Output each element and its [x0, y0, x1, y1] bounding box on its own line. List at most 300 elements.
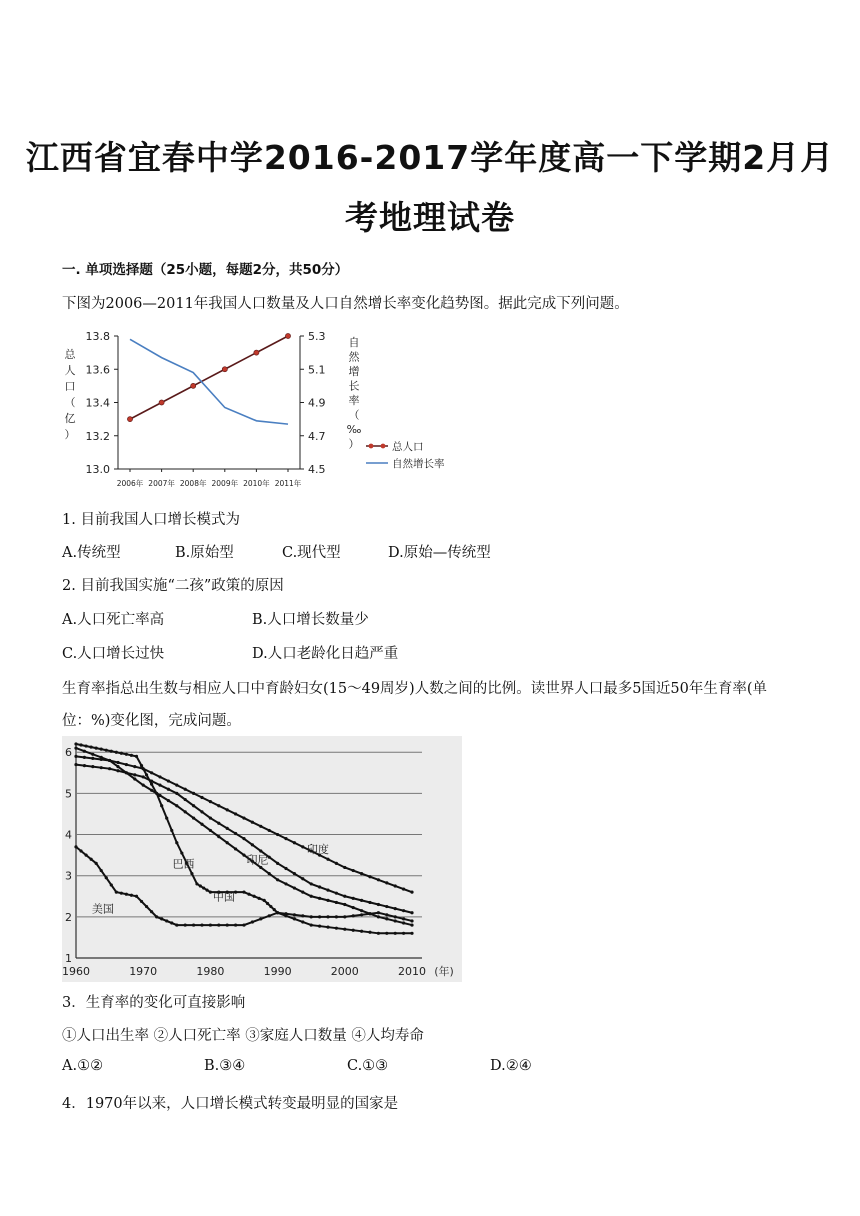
- series-point-印度: [209, 800, 212, 803]
- series-point-美国: [377, 911, 380, 914]
- series-point-美国: [110, 883, 113, 886]
- chart1-legend: [366, 440, 445, 470]
- series-point-印度: [83, 756, 86, 759]
- series-point-印尼: [192, 804, 195, 807]
- series-point-中国: [310, 923, 313, 926]
- series-point-印度: [394, 884, 397, 887]
- series-point-印度: [410, 891, 413, 894]
- series-point-中国: [326, 926, 329, 929]
- series-point-中国: [160, 804, 163, 807]
- question-3-stem: 3．生育率的变化可直接影响: [62, 995, 246, 1011]
- y-tick-label: 6: [65, 746, 72, 760]
- series-point-印尼: [335, 892, 338, 895]
- legend-label-total: 总人口: [392, 441, 424, 453]
- series-point-中国: [263, 899, 266, 902]
- series-point-巴西: [343, 903, 346, 906]
- series-point-印尼: [217, 822, 220, 825]
- series-point-美国: [268, 914, 271, 917]
- series-point-印尼: [360, 899, 363, 902]
- series-point-中国: [79, 743, 82, 746]
- series-point-中国: [195, 882, 198, 885]
- series-point-巴西: [242, 854, 245, 857]
- series-point-美国: [226, 923, 229, 926]
- series-point-印度: [192, 792, 195, 795]
- right-axis-label-char: （: [348, 408, 360, 422]
- series-point-印尼: [301, 877, 304, 880]
- q3-option-c[interactable]: C.①③: [347, 1058, 389, 1074]
- x-tick-label: 1960: [62, 965, 90, 978]
- q2-option-b[interactable]: B.人口增长数量少: [252, 612, 369, 628]
- series-point-印尼: [184, 798, 187, 801]
- series-point-巴西: [402, 921, 405, 924]
- series-point-中国: [247, 893, 250, 896]
- series-point-印尼: [284, 867, 287, 870]
- chart2-series: [74, 742, 413, 935]
- series-line-自然增长率: [130, 339, 288, 424]
- series-point-印度: [251, 821, 254, 824]
- series-point-美国: [394, 915, 397, 918]
- q2-option-c[interactable]: C.人口增长过快: [62, 646, 165, 662]
- series-point-美国: [276, 911, 279, 914]
- series-point-巴西: [108, 759, 111, 762]
- document-title-line2: 考地理试卷: [345, 198, 515, 237]
- series-point-中国: [110, 750, 113, 753]
- series-point-总人口: [285, 333, 290, 338]
- q3-option-a[interactable]: A.①②: [62, 1058, 104, 1074]
- series-point-中国: [252, 895, 255, 898]
- series-point-巴西: [209, 829, 212, 832]
- series-point-美国: [209, 923, 212, 926]
- q1-option-a[interactable]: A.传统型: [62, 545, 121, 561]
- x-tick-label: 2010年: [243, 479, 270, 488]
- series-point-印度: [242, 816, 245, 819]
- legend-label-rate: 自然增长率: [392, 458, 445, 470]
- left-tick-label: 13.2: [85, 429, 110, 443]
- series-point-美国: [165, 919, 168, 922]
- series-point-美国: [84, 854, 87, 857]
- series-point-中国: [266, 902, 269, 905]
- x-unit-label: (年): [434, 965, 454, 978]
- series-point-巴西: [326, 899, 329, 902]
- series-point-中国: [130, 754, 133, 757]
- left-axis-label-char: 总: [64, 348, 76, 361]
- left-tick-label: 13.8: [85, 330, 110, 343]
- series-point-中国: [150, 783, 153, 786]
- series-point-中国: [145, 773, 148, 776]
- y-tick-label: 2: [65, 910, 72, 924]
- series-point-巴西: [200, 823, 203, 826]
- q2-option-d[interactable]: D.人口老龄化日趋严重: [252, 646, 399, 662]
- left-axis-label-char: 口: [64, 380, 76, 393]
- series-point-美国: [284, 912, 287, 915]
- series-point-美国: [293, 913, 296, 916]
- series-point-印尼: [83, 764, 86, 767]
- series-point-巴西: [116, 765, 119, 768]
- series-point-总人口: [191, 383, 196, 388]
- series-point-中国: [105, 749, 108, 752]
- series-point-美国: [115, 891, 118, 894]
- series-point-巴西: [83, 750, 86, 753]
- series-point-印尼: [368, 901, 371, 904]
- series-point-美国: [301, 914, 304, 917]
- series-point-印尼: [142, 775, 145, 778]
- series-point-美国: [145, 905, 148, 908]
- x-tick-label: 2010: [398, 965, 426, 978]
- series-point-巴西: [133, 777, 136, 780]
- series-point-巴西: [91, 753, 94, 756]
- x-tick-label: 2011年: [274, 479, 302, 488]
- series-point-印度: [217, 804, 220, 807]
- series-point-印尼: [116, 769, 119, 772]
- series-point-印尼: [234, 832, 237, 835]
- series-point-美国: [100, 869, 103, 872]
- fertility-rate-chart: [62, 736, 462, 982]
- series-point-巴西: [410, 923, 413, 926]
- series-point-美国: [217, 923, 220, 926]
- right-tick-label: 4.7: [308, 429, 326, 443]
- series-point-巴西: [318, 897, 321, 900]
- series-point-美国: [130, 894, 133, 897]
- series-point-印度: [133, 765, 136, 768]
- series-point-巴西: [301, 891, 304, 894]
- series-point-印度: [385, 881, 388, 884]
- series-point-印度: [402, 887, 405, 890]
- right-axis-label-char: ）: [348, 437, 360, 451]
- q2-option-a[interactable]: A.人口死亡率高: [62, 612, 165, 628]
- series-point-印度: [150, 771, 153, 774]
- series-point-美国: [385, 913, 388, 916]
- series-point-印尼: [326, 888, 329, 891]
- series-point-中国: [84, 744, 87, 747]
- series-point-美国: [352, 914, 355, 917]
- x-tick-label: 2009年: [211, 479, 239, 488]
- series-line-总人口: [130, 336, 288, 419]
- series-point-中国: [343, 928, 346, 931]
- series-point-印尼: [276, 862, 279, 865]
- series-point-巴西: [234, 847, 237, 850]
- series-point-中国: [120, 752, 123, 755]
- series-point-巴西: [335, 901, 338, 904]
- series-point-中国: [115, 751, 118, 754]
- series-point-美国: [368, 912, 371, 915]
- right-tick-label: 4.5: [308, 463, 326, 476]
- series-line-巴西: [76, 748, 412, 925]
- series-point-美国: [175, 923, 178, 926]
- series-point-总人口: [127, 417, 132, 422]
- series-point-中国: [209, 891, 212, 894]
- series-point-巴西: [352, 906, 355, 909]
- series-point-美国: [150, 910, 153, 913]
- left-axis-label-char: ）: [64, 428, 76, 441]
- series-point-印度: [335, 862, 338, 865]
- series-point-印度: [268, 829, 271, 832]
- series-point-美国: [74, 845, 77, 848]
- series-point-美国: [170, 921, 173, 924]
- series-point-中国: [199, 884, 202, 887]
- y-tick-label: 1: [65, 952, 72, 965]
- series-point-中国: [125, 753, 128, 756]
- series-point-美国: [234, 923, 237, 926]
- series-point-印尼: [394, 907, 397, 910]
- series-point-中国: [90, 745, 93, 748]
- series-point-美国: [343, 915, 346, 918]
- series-point-美国: [90, 858, 93, 861]
- question-4-stem: 4．1970年以来，人口增长模式转变最明显的国家是: [62, 1096, 399, 1112]
- chart1-ticks: [86, 330, 326, 488]
- intro-paragraph-1: 下图为2006—2011年我国人口数量及人口自然增长率变化趋势图。据此完成下列问题。: [62, 296, 629, 312]
- series-point-中国: [74, 742, 77, 745]
- series-point-中国: [202, 886, 205, 889]
- series-line-印度: [76, 756, 412, 892]
- series-point-总人口: [159, 400, 164, 405]
- q3-option-b[interactable]: B.③④: [204, 1058, 246, 1074]
- series-point-印尼: [377, 903, 380, 906]
- series-point-巴西: [217, 835, 220, 838]
- left-axis-label-char: 人: [64, 364, 76, 377]
- q3-option-d[interactable]: D.②④: [490, 1058, 532, 1074]
- series-point-中国: [258, 897, 261, 900]
- series-point-美国: [326, 915, 329, 918]
- right-axis-label-char: 自: [348, 336, 360, 349]
- right-tick-label: 5.1: [308, 363, 326, 377]
- series-point-印度: [184, 788, 187, 791]
- population-growth-chart: [62, 326, 462, 496]
- series-point-中国: [318, 925, 321, 928]
- series-point-印尼: [167, 788, 170, 791]
- chart1-axes: [118, 336, 300, 469]
- legend-marker-total: [381, 444, 386, 449]
- series-point-美国: [155, 915, 158, 918]
- series-point-巴西: [293, 886, 296, 889]
- series-point-美国: [125, 893, 128, 896]
- series-point-印尼: [209, 816, 212, 819]
- series-point-印度: [116, 761, 119, 764]
- left-tick-label: 13.4: [85, 396, 110, 410]
- series-point-美国: [360, 913, 363, 916]
- series-point-巴西: [276, 878, 279, 881]
- right-axis-label-char: 率: [348, 394, 360, 407]
- series-point-美国: [259, 917, 262, 920]
- left-tick-label: 13.0: [85, 463, 110, 476]
- series-point-中国: [352, 929, 355, 932]
- question-3-items: ①人口出生率 ②人口死亡率 ③家庭人口数量 ④人均寿命: [62, 1028, 424, 1044]
- chart2-series-labels: [92, 842, 329, 916]
- series-point-印度: [284, 837, 287, 840]
- series-point-巴西: [394, 919, 397, 922]
- series-point-中国: [205, 888, 208, 891]
- question-1-stem: 1. 目前我国人口增长模式为: [62, 512, 240, 528]
- series-point-中国: [394, 932, 397, 935]
- series-point-印尼: [352, 897, 355, 900]
- series-point-印度: [368, 875, 371, 878]
- series-point-巴西: [310, 895, 313, 898]
- right-axis-label-char: 然: [348, 350, 360, 364]
- series-point-美国: [120, 892, 123, 895]
- series-point-中国: [165, 816, 168, 819]
- series-label-印度: 印度: [306, 843, 329, 857]
- question-2-stem: 2. 目前我国实施“二孩”政策的原因: [62, 578, 284, 594]
- series-point-美国: [318, 915, 321, 918]
- series-point-美国: [200, 923, 203, 926]
- series-label-巴西: 巴西: [172, 857, 195, 871]
- series-point-印度: [360, 872, 363, 875]
- right-axis-label-char: 增: [348, 365, 360, 378]
- series-point-中国: [95, 747, 98, 750]
- right-axis-label-char: ‰: [346, 423, 362, 436]
- series-point-印尼: [74, 763, 77, 766]
- series-point-巴西: [74, 747, 77, 750]
- series-point-印度: [167, 779, 170, 782]
- x-tick-label: 1990: [263, 965, 292, 978]
- right-axis-label-char: 长: [348, 379, 360, 393]
- y-tick-label: 4: [65, 828, 72, 842]
- series-point-中国: [269, 905, 272, 908]
- series-point-美国: [310, 915, 313, 918]
- series-point-印度: [175, 784, 178, 787]
- series-point-印尼: [226, 827, 229, 830]
- series-point-巴西: [142, 784, 145, 787]
- series-point-美国: [140, 900, 143, 903]
- series-point-印度: [276, 833, 279, 836]
- series-point-中国: [360, 930, 363, 933]
- series-point-印度: [293, 841, 296, 844]
- series-point-巴西: [150, 789, 153, 792]
- series-point-美国: [242, 923, 245, 926]
- series-point-总人口: [222, 367, 227, 372]
- series-point-中国: [175, 841, 178, 844]
- right-tick-label: 4.9: [308, 396, 326, 410]
- series-point-美国: [135, 895, 138, 898]
- series-point-美国: [95, 862, 98, 865]
- series-point-美国: [410, 919, 413, 922]
- series-point-美国: [105, 876, 108, 879]
- series-point-印尼: [242, 837, 245, 840]
- series-point-印尼: [200, 810, 203, 813]
- x-tick-label: 1980: [196, 965, 225, 978]
- series-point-美国: [402, 917, 405, 920]
- series-point-中国: [180, 851, 183, 854]
- chart2-grid: [76, 744, 422, 958]
- document-title-line1: 江西省宜春中学2016-2017学年度高一下学期2月月: [25, 138, 835, 177]
- series-point-中国: [377, 932, 380, 935]
- left-axis-label-char: （: [64, 396, 76, 409]
- x-tick-label: 2006年: [116, 479, 144, 488]
- chart1-series: [127, 333, 290, 424]
- series-point-印度: [158, 775, 161, 778]
- series-point-中国: [385, 932, 388, 935]
- series-label-中国: 中国: [212, 890, 235, 904]
- x-tick-label: 1970: [129, 965, 158, 978]
- series-point-巴西: [385, 917, 388, 920]
- series-point-巴西: [167, 799, 170, 802]
- series-point-印度: [301, 845, 304, 848]
- series-point-印尼: [100, 766, 103, 769]
- x-tick-label: 2007年: [148, 479, 175, 488]
- series-point-印度: [125, 763, 128, 766]
- series-point-印尼: [410, 911, 413, 914]
- series-point-印尼: [318, 885, 321, 888]
- series-point-巴西: [268, 872, 271, 875]
- left-tick-label: 13.6: [85, 363, 110, 377]
- series-point-印度: [377, 878, 380, 881]
- series-point-中国: [155, 792, 158, 795]
- series-point-印尼: [310, 882, 313, 885]
- series-point-美国: [335, 915, 338, 918]
- series-point-中国: [335, 927, 338, 930]
- series-point-印度: [259, 825, 262, 828]
- series-point-印尼: [158, 784, 161, 787]
- series-point-印尼: [293, 872, 296, 875]
- series-point-中国: [170, 829, 173, 832]
- series-point-印尼: [402, 909, 405, 912]
- series-point-美国: [160, 917, 163, 920]
- series-point-美国: [184, 923, 187, 926]
- series-point-中国: [273, 908, 276, 911]
- series-point-巴西: [226, 841, 229, 844]
- right-tick-label: 5.3: [308, 330, 326, 343]
- series-point-印度: [74, 755, 77, 758]
- series-point-印度: [326, 858, 329, 861]
- series-point-中国: [410, 932, 413, 935]
- series-point-中国: [100, 748, 103, 751]
- series-point-印度: [352, 869, 355, 872]
- y-tick-label: 5: [65, 787, 72, 801]
- series-point-总人口: [254, 350, 259, 355]
- y-tick-label: 3: [65, 869, 72, 883]
- series-point-印尼: [175, 792, 178, 795]
- series-label-印尼: 印尼: [246, 853, 269, 867]
- series-point-中国: [402, 932, 405, 935]
- series-point-中国: [242, 891, 245, 894]
- series-point-印尼: [108, 767, 111, 770]
- series-point-中国: [135, 755, 138, 758]
- series-point-印度: [91, 757, 94, 760]
- series-point-巴西: [284, 882, 287, 885]
- series-point-中国: [293, 917, 296, 920]
- series-point-巴西: [184, 810, 187, 813]
- x-tick-label: 2008年: [179, 479, 207, 488]
- series-point-印尼: [343, 895, 346, 898]
- q1-option-c[interactable]: C.现代型: [282, 545, 341, 561]
- q1-option-d[interactable]: D.原始—传统型: [388, 545, 491, 561]
- series-point-美国: [192, 923, 195, 926]
- series-point-巴西: [100, 756, 103, 759]
- x-tick-label: 2000: [330, 965, 359, 978]
- series-point-巴西: [125, 771, 128, 774]
- q1-option-b[interactable]: B.原始型: [175, 545, 234, 561]
- series-point-美国: [251, 920, 254, 923]
- series-point-印度: [234, 812, 237, 815]
- left-axis-label-char: 亿: [64, 412, 76, 425]
- series-point-巴西: [360, 909, 363, 912]
- series-point-印尼: [91, 765, 94, 768]
- series-point-印度: [226, 808, 229, 811]
- series-point-巴西: [377, 915, 380, 918]
- series-point-美国: [79, 849, 82, 852]
- series-point-中国: [301, 920, 304, 923]
- series-label-美国: 美国: [91, 902, 114, 916]
- series-point-印尼: [385, 905, 388, 908]
- series-point-印尼: [259, 849, 262, 852]
- section-heading: 一. 单项选择题（25小题，每题2分，共50分）: [62, 262, 349, 278]
- series-point-印度: [343, 866, 346, 869]
- series-point-巴西: [175, 804, 178, 807]
- series-point-中国: [140, 764, 143, 767]
- series-point-印尼: [133, 773, 136, 776]
- series-point-印尼: [251, 843, 254, 846]
- series-point-巴西: [192, 816, 195, 819]
- series-point-中国: [368, 931, 371, 934]
